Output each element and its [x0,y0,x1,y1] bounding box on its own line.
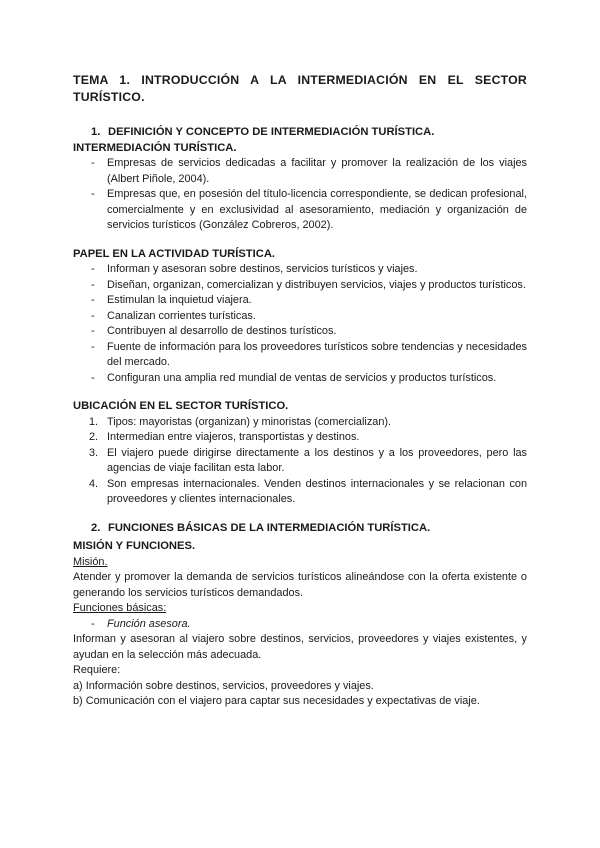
list-item: - Diseñan, organizan, comercializan y distribuyen servicios, viajes y productos turísticos. [91,278,526,291]
list-item: - Configuran una amplia red mundial de ventas de servicios y productos turísticos. [91,371,497,384]
section-2-heading [73,521,527,537]
role-heading: PAPEL EN LA ACTIVIDAD TURÍSTICA. [73,247,276,260]
list-item: 4. Son empresas internacionales. Venden destinos internacionales y se relacionan con proveedores y clientes internacionales. [89,477,527,505]
requires-label: Requiere: [73,664,121,676]
list-item: - Función asesora. [91,617,191,630]
location-heading: UBICACIÓN EN EL SECTOR TURÍSTICO. [73,400,289,412]
mission-label: Misión. [73,555,108,568]
section-2-number: 2. [91,521,101,534]
section-1-number: 1. [91,126,101,138]
list-item: - Informan y asesoran sobre destinos, servicios turísticos y viajes. [91,263,418,275]
list-item: - Estimulan la inquietud viajera. [91,294,252,306]
list-item: - Fuente de información para los proveedores turísticos sobre tendencias y necesidades del mercado. [91,340,527,368]
list-item: - Contribuyen al desarrollo de destinos turísticos. [91,325,337,337]
definition-list [73,156,527,234]
mission-functions-heading: MISIÓN Y FUNCIONES. [73,540,196,552]
location-list [73,415,527,508]
functions-label: Funciones básicas: [73,602,167,614]
document-title: TEMA 1. INTRODUCCIÓN A LA INTERMEDIACIÓN EN EL SECTOR TURÍSTICO. [73,73,527,104]
list-item: 3. El viajero puede dirigirse directamente a los destinos y a los proveedores, pero las agencias de viaje facilitan esta labor. [89,446,527,474]
list-item: 2. Intermedian entre viajeros, transportistas y destinos. [89,431,360,443]
section-1-title: DEFINICIÓN Y CONCEPTO DE INTERMEDIACIÓN TURÍSTICA. [108,126,435,138]
list-item: 1. Tipos: mayoristas (organizan) y minoristas (comercializan). [89,415,392,428]
requirement-b: b) Comunicación con el viajero para captar sus necesidades y expectativas de viaje. [73,695,480,707]
requirement-a: a) Información sobre destinos, servicios, proveedores y viajes. [73,679,374,692]
function-text: Informan y asesoran al viajero sobre destinos, servicios, proveedores y viajes existentes, y ayudan en la selección más adecuada. [73,633,527,661]
functions-list [73,617,527,633]
list-item: - Empresas que, en posesión del título-licencia correspondiente, se dedican profesional, comercialmente y en exclusividad al asesoramiento, mediación y organización de servicios turísticos (González Cobreros, 2002). [91,188,527,231]
definition-heading: INTERMEDIACIÓN TURÍSTICA. [73,141,237,154]
list-item: - Empresas de servicios dedicadas a facilitar y promover la realización de los viajes (Albert Piñole, 2004). [91,157,527,185]
list-item: - Canalizan corrientes turísticas. [91,309,256,322]
document-body [73,72,527,710]
mission-text: Atender y promover la demanda de servicios turísticos alineándose con la oferta existente o generando los servicios turísticos demandados. [73,571,527,599]
section-1-heading [73,125,527,141]
role-list [73,262,527,386]
section-2-title: FUNCIONES BÁSICAS DE LA INTERMEDIACIÓN TURÍSTICA. [108,521,431,534]
